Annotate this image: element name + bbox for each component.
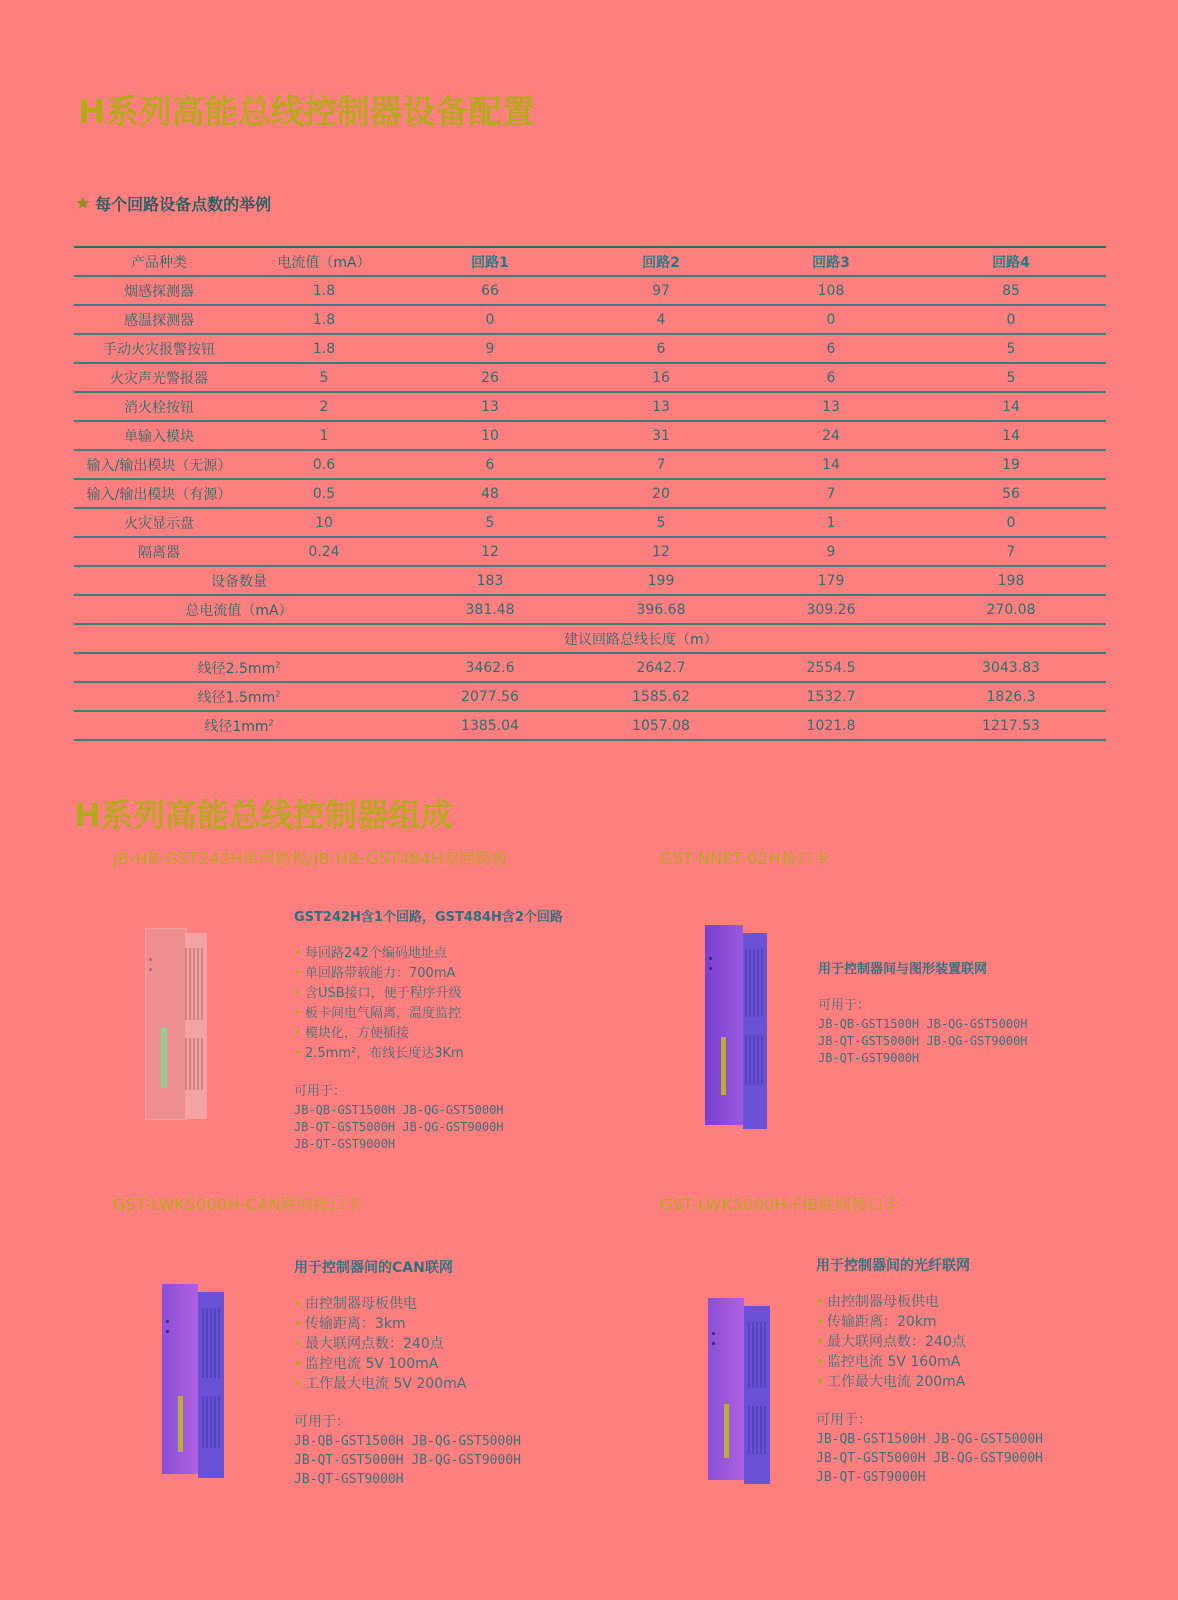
current-cell: 0.6: [244, 450, 404, 479]
model-line: JB-QT-GST5000H JB-QG-GST9000H: [294, 1453, 521, 1468]
product-name-cell: 火灾声光警报器: [74, 363, 244, 392]
current-cell: 2: [244, 392, 404, 421]
loop4-cell: 14: [916, 421, 1106, 450]
model-line: JB-QB-GST1500H JB-QG-GST5000H: [818, 1017, 1028, 1031]
length-cell: 1057.08: [576, 711, 746, 740]
page-title-composition: H系列高能总线控制器组成: [74, 796, 453, 834]
header-product: 产品种类: [74, 247, 244, 276]
model-line: JB-QB-GST1500H JB-QG-GST5000H: [294, 1434, 521, 1449]
device-count-cell: 183: [404, 566, 576, 595]
loop3-cell: 108: [746, 276, 916, 305]
current-cell: 1.8: [244, 334, 404, 363]
product-name-cell: 单输入模块: [74, 421, 244, 450]
card1-title: JB-HB-GST242H单回路板/JB-HB-GST484H双回路板: [113, 849, 509, 868]
loop1-cell: 6: [404, 450, 576, 479]
model-line: JB-QB-GST1500H JB-QG-GST5000H: [294, 1103, 504, 1117]
loop1-cell: 12: [404, 537, 576, 566]
product-name-cell: 输入/输出模块（无源）: [74, 450, 244, 479]
page-title-config: H系列高能总线控制器设备配置: [78, 92, 535, 131]
table-header-row: [74, 247, 1106, 276]
feature-item: • 每回路242个编码地址点: [294, 944, 594, 964]
model-line: JB-QT-GST5000H JB-QG-GST9000H: [818, 1034, 1028, 1048]
wire-gauge-row: [74, 682, 1106, 711]
loop4-cell: 14: [916, 392, 1106, 421]
card1-description: [294, 908, 594, 1153]
wire-gauge-text: 线径1mm: [204, 718, 269, 735]
model-line: JB-QT-GST9000H: [294, 1472, 404, 1487]
loop3-cell: 1: [746, 508, 916, 537]
loop2-cell: 4: [576, 305, 746, 334]
length-header: 建议回路总线长度（m）: [404, 624, 1106, 653]
loop4-cell: 7: [916, 537, 1106, 566]
total-current-cell: 396.68: [576, 595, 746, 624]
product-name-cell: 消火栓按钮: [74, 392, 244, 421]
loop1-cell: 26: [404, 363, 576, 392]
current-cell: 0.5: [244, 479, 404, 508]
product-name-cell: 烟感探测器: [74, 276, 244, 305]
card1-uses-label: 可用于：: [294, 1084, 347, 1099]
total-current-row: [74, 595, 1106, 624]
loop2-cell: 16: [576, 363, 746, 392]
card3-description: [294, 1258, 624, 1489]
loop3-cell: 14: [746, 450, 916, 479]
header-loop-4: 回路4: [916, 247, 1106, 276]
loop3-cell: 0: [746, 305, 916, 334]
header-loop-3: 回路3: [746, 247, 916, 276]
model-line: JB-QT-GST9000H: [294, 1137, 396, 1151]
length-cell: 1021.8: [746, 711, 916, 740]
product-name-cell: 感温探测器: [74, 305, 244, 334]
wire-gauge-row: [74, 711, 1106, 740]
device-count-cell: 199: [576, 566, 746, 595]
loop2-cell: 20: [576, 479, 746, 508]
wire-gauge-text: 线径2.5mm: [197, 660, 276, 677]
header-loop-2: 回路2: [576, 247, 746, 276]
card2-lead: 用于控制器间与图形装置联网: [818, 962, 988, 977]
loop1-cell: 66: [404, 276, 576, 305]
feature-item: • 由控制器母板供电: [294, 1294, 624, 1314]
unit-superscript: 2: [275, 659, 281, 669]
length-cell: 2642.7: [576, 653, 746, 682]
table-row: [74, 392, 1106, 421]
total-current-label: 总电流值（mA）: [74, 595, 404, 624]
current-cell: 1.8: [244, 276, 404, 305]
wire-gauge-text: 线径1.5mm: [197, 689, 276, 706]
loop2-cell: 6: [576, 334, 746, 363]
wire-gauge-label: [74, 711, 404, 740]
interface-card-image: [705, 925, 769, 1130]
card2-uses-label: 可用于：: [818, 998, 871, 1013]
loop1-cell: 5: [404, 508, 576, 537]
card3-title: GST-LWK5000H-CAN联网接口卡: [113, 1195, 363, 1214]
loop3-cell: 6: [746, 334, 916, 363]
length-cell: 3462.6: [404, 653, 576, 682]
card3-lead: 用于控制器间的CAN联网: [294, 1260, 453, 1276]
product-name-cell: 火灾显示盘: [74, 508, 244, 537]
length-cell: 1585.62: [576, 682, 746, 711]
table-row: [74, 305, 1106, 334]
loop3-cell: 13: [746, 392, 916, 421]
loop1-cell: 9: [404, 334, 576, 363]
feature-item: • 板卡间电气隔离，温度监控: [294, 1004, 594, 1024]
feature-item: • 传输距离：20km: [816, 1312, 1146, 1332]
loop2-cell: 12: [576, 537, 746, 566]
device-count-label: 设备数量: [74, 566, 404, 595]
loop2-cell: 13: [576, 392, 746, 421]
product-name-cell: 输入/输出模块（有源）: [74, 479, 244, 508]
loop1-cell: 13: [404, 392, 576, 421]
model-line: JB-QT-GST9000H: [818, 1051, 920, 1065]
loop3-cell: 24: [746, 421, 916, 450]
table-row: [74, 363, 1106, 392]
loop4-cell: 19: [916, 450, 1106, 479]
table-row: [74, 334, 1106, 363]
feature-item: • 传输距离：3km: [294, 1314, 624, 1334]
table-row: [74, 450, 1106, 479]
card4-features: [816, 1292, 1146, 1392]
card1-features: [294, 944, 594, 1064]
current-cell: 1: [244, 421, 404, 450]
length-cell: 2554.5: [746, 653, 916, 682]
card1-lead: GST242H含1个回路，GST484H含2个回路: [294, 910, 563, 925]
length-cell: 1532.7: [746, 682, 916, 711]
feature-item: • 模块化，方便插接: [294, 1024, 594, 1044]
loop2-cell: 31: [576, 421, 746, 450]
feature-item: • 工作最大电流 200mA: [816, 1372, 1146, 1392]
unit-superscript: 2: [275, 688, 281, 698]
device-count-row: [74, 566, 1106, 595]
loop3-cell: 9: [746, 537, 916, 566]
table-row: [74, 479, 1106, 508]
length-cell: 1826.3: [916, 682, 1106, 711]
model-line: JB-QT-GST5000H JB-QG-GST9000H: [294, 1120, 504, 1134]
length-cell: 1217.53: [916, 711, 1106, 740]
card4-title: GST-LWK5000H-FIB联网接口卡: [660, 1195, 901, 1214]
feature-item: • 由控制器母板供电: [816, 1292, 1146, 1312]
loop1-cell: 10: [404, 421, 576, 450]
model-line: JB-QB-GST1500H JB-QG-GST5000H: [816, 1432, 1043, 1447]
table-row: [74, 276, 1106, 305]
loop3-cell: 6: [746, 363, 916, 392]
feature-item: • 监控电流 5V 160mA: [816, 1352, 1146, 1372]
length-cell: 1385.04: [404, 711, 576, 740]
loop3-cell: 7: [746, 479, 916, 508]
loop1-cell: 0: [404, 305, 576, 334]
star-icon: ★: [75, 192, 92, 214]
total-current-cell: 309.26: [746, 595, 916, 624]
feature-item: • 2.5mm²，布线长度达3Km: [294, 1044, 594, 1064]
circuit-board-image: [145, 928, 209, 1124]
device-config-table: [74, 246, 1106, 741]
loop4-cell: 5: [916, 363, 1106, 392]
subtitle-example: [75, 192, 271, 215]
loop4-cell: 85: [916, 276, 1106, 305]
feature-item: • 最大联网点数：240点: [294, 1334, 624, 1354]
unit-superscript: 2: [268, 717, 274, 727]
model-line: JB-QT-GST5000H JB-QG-GST9000H: [816, 1451, 1043, 1466]
loop4-cell: 0: [916, 508, 1106, 537]
device-count-cell: 179: [746, 566, 916, 595]
current-cell: 10: [244, 508, 404, 537]
loop1-cell: 48: [404, 479, 576, 508]
current-cell: 1.8: [244, 305, 404, 334]
subtitle-text: 每个回路设备点数的举例: [95, 195, 272, 214]
card4-lead: 用于控制器间的光纤联网: [816, 1258, 970, 1274]
table-row: [74, 537, 1106, 566]
loop2-cell: 97: [576, 276, 746, 305]
model-line: JB-QT-GST9000H: [816, 1470, 926, 1485]
card2-description: [818, 960, 1118, 1067]
card3-features: [294, 1294, 624, 1394]
current-cell: 0.24: [244, 537, 404, 566]
total-current-cell: 381.48: [404, 595, 576, 624]
loop4-cell: 56: [916, 479, 1106, 508]
length-header-row: [74, 624, 1106, 653]
wire-gauge-label: [74, 653, 404, 682]
length-cell: 3043.83: [916, 653, 1106, 682]
feature-item: • 含USB接口，便于程序升级: [294, 984, 594, 1004]
can-card-image: [162, 1284, 228, 1484]
card3-uses-label: 可用于：: [294, 1414, 350, 1430]
device-count-cell: 198: [916, 566, 1106, 595]
loop2-cell: 7: [576, 450, 746, 479]
wire-gauge-label: [74, 682, 404, 711]
length-cell: 2077.56: [404, 682, 576, 711]
card4-description: [816, 1256, 1146, 1487]
loop2-cell: 5: [576, 508, 746, 537]
loop4-cell: 5: [916, 334, 1106, 363]
feature-item: • 最大联网点数：240点: [816, 1332, 1146, 1352]
feature-item: • 单回路带载能力：700mA: [294, 964, 594, 984]
header-current: 电流值（mA）: [244, 247, 404, 276]
card2-title: GST-NNET-02H接口卡: [660, 849, 830, 868]
table-row: [74, 421, 1106, 450]
feature-item: • 工作最大电流 5V 200mA: [294, 1374, 624, 1394]
table-row: [74, 508, 1106, 537]
feature-item: • 监控电流 5V 100mA: [294, 1354, 624, 1374]
product-name-cell: 手动火灾报警按钮: [74, 334, 244, 363]
wire-gauge-row: [74, 653, 1106, 682]
loop4-cell: 0: [916, 305, 1106, 334]
fiber-card-image: [708, 1298, 772, 1488]
total-current-cell: 270.08: [916, 595, 1106, 624]
current-cell: 5: [244, 363, 404, 392]
product-name-cell: 隔离器: [74, 537, 244, 566]
header-loop-1: 回路1: [404, 247, 576, 276]
card4-uses-label: 可用于：: [816, 1412, 872, 1428]
